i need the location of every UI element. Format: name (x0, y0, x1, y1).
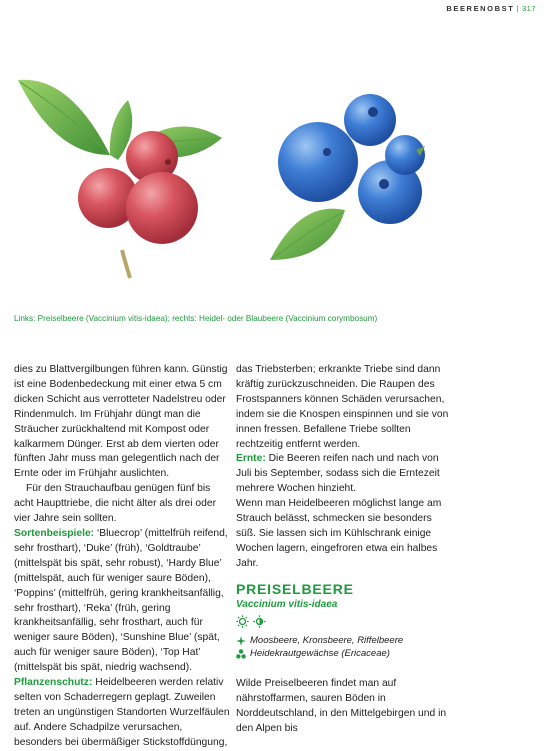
right-column (236, 363, 453, 572)
figure-caption: Links: Preiselbeere (Vaccinium vitis-idaea); rechts: Heidel- oder Blaubeere (Vaccinium corymbosum) (14, 314, 378, 323)
synonym-icon (236, 636, 246, 646)
latin-name: Vaccinium vitis-idaea (236, 599, 338, 610)
ernte-text: Die Beeren reifen nach und nach von Juli bis September, sodass sich die Erntezeit mehrere Wochen hinzieht. (236, 453, 440, 495)
pflanzenschutz-text: Heidelbeeren werden relativ selten von Schaderregern geplagt. Zuweilen treten an ungünstigen Standorten Wurzelfäulen auf. Andere Schadpilze verursachen, besonders bei übermäßiger Stickstoffdüngung, (14, 677, 230, 748)
paragraph-sorten (14, 527, 231, 676)
paragraph: das Triebsterben; erkrankte Triebe sind dann kräftig zurückzuschneiden. Die Raupen des Frostspanners können Schäden verursachen, indem sie die Knospen einspinnen und sie von innen fressen. Befallene Triebe sollten rechtzeitig entfernt werden. (236, 364, 449, 450)
plant-meta (236, 634, 466, 660)
paragraph: Wilde Preiselbeeren findet man auf nährstoffarmen, sauren Böden in Norddeutschland, in den Mittelgebirgen und in den Alpen bis (236, 678, 447, 734)
location-icons (236, 614, 466, 628)
blueberry-drawing (270, 94, 425, 260)
lingonberry-drawing (18, 80, 222, 278)
paragraph: Wenn man Heidelbeeren möglichst lange am Strauch belässt, schmecken sie besonders süß. Sie lassen sich im Kühlschrank einige Wochen lagern, eingefroren etwa ein halbes Jahr. (236, 498, 442, 569)
family-row (236, 647, 466, 660)
page-header (446, 4, 536, 13)
header-separator: | (516, 4, 520, 13)
sorten-label: Sortenbeispiele: (14, 527, 95, 539)
preiselbeere-section-header (236, 581, 466, 660)
berry-illustration (0, 60, 544, 300)
section-title: BEERENOBST (446, 4, 515, 13)
sorten-text: ‘Bluecrop’ (mittelfrüh reifend, sehr frosthart), ‘Duke’ (früh), ‘Goldtraube’ (mittelspät bis spät, sehr robust), ‘Hardy Blue’ (mittelspät, auch für weniger saure Böden), ‘Poppins’ (mittelfrüh, gering krankheitsanfällig, sehr frosthart), ‘Reka’ (früh, gering krankheitsanfällig, sehr frosthart, auch für weniger saure Böden), ‘Sunshine Blue’ (spät, auch für weniger saure Böden), ‘Top Hat’ (mittelspät bis spät, niedrig wachsend). (14, 527, 228, 674)
half-shade-icon (253, 615, 266, 628)
section-heading: PREISELBEERE (236, 581, 354, 597)
family-icon (236, 649, 246, 659)
sun-icon (236, 615, 249, 628)
page-number: 317 (521, 4, 536, 13)
paragraph-ernte (236, 452, 453, 497)
left-column (14, 363, 231, 751)
paragraph-pflanzenschutz (14, 676, 231, 751)
family-text: Heidekrautgewächse (Ericaceae) (250, 648, 390, 659)
pflanzenschutz-label: Pflanzenschutz: (14, 677, 93, 689)
ernte-label: Ernte: (236, 453, 266, 465)
preiselbeere-intro (236, 677, 453, 737)
paragraph: dies zu Blattvergilbungen führen kann. Günstig ist eine Bodenbedeckung mit einer etwa 5 cm dicken Schicht aus verrotteter Nadelstreu oder Rindenmulch. Im Frühjahr düngt man die Sträucher zurückhaltend mit Kompost oder kalkarmem Dünger. Erst ab dem vierten oder fünften Jahr muss man gelegentlich nach der Ernte oder im Frühjahr auslichten. (14, 364, 228, 480)
paragraph: Für den Strauchaufbau genügen fünf bis acht Haupttriebe, die nicht älter als drei oder vier Jahre sein sollten. (14, 483, 217, 525)
synonyms-text: Moosbeere, Kronsbeere, Riffelbeere (250, 635, 404, 646)
synonyms-row (236, 634, 466, 647)
